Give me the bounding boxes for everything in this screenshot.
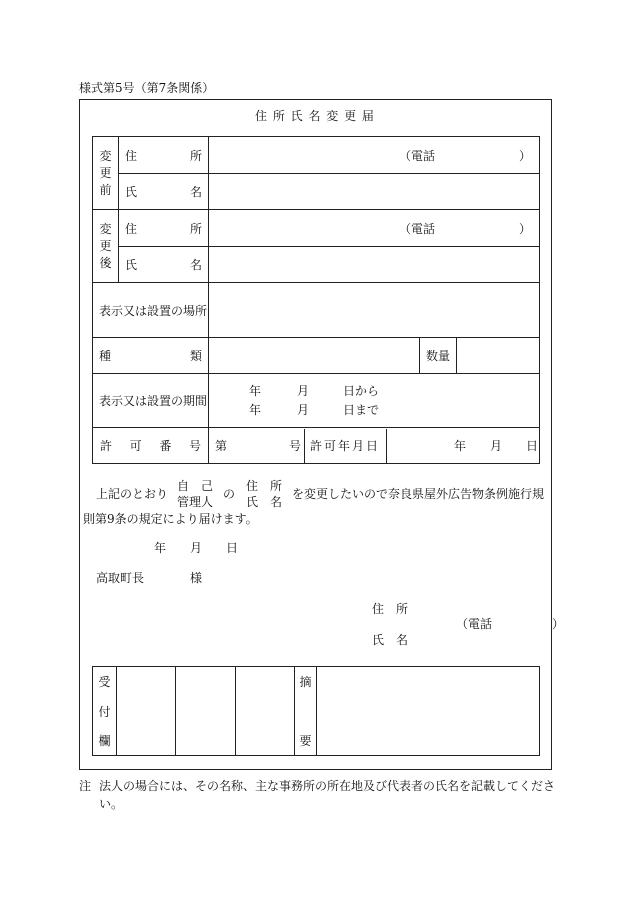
- reception-cell-1[interactable]: [117, 667, 176, 756]
- quantity-label: 数量: [420, 338, 457, 374]
- form-title: 住 所 氏 名 変 更 届: [255, 109, 375, 123]
- before-name-label: 氏 名: [119, 174, 209, 210]
- permit-number-label: 許 可 番 号: [93, 428, 209, 464]
- after-label: 変 更 後: [93, 210, 119, 283]
- permit-date-label: 許可年月日: [304, 429, 387, 463]
- before-label: 変 更 前: [93, 137, 119, 210]
- period-label: 表示又は設置の期間: [93, 374, 209, 428]
- reception-label: 受 付 欄: [93, 667, 117, 756]
- after-name-field[interactable]: [209, 247, 540, 283]
- before-address-field[interactable]: [209, 137, 540, 174]
- permit-row: [209, 428, 540, 464]
- form-table: [92, 136, 540, 464]
- form-number: 様式第5号（第7条関係）: [79, 81, 215, 95]
- summary-label: 摘 要: [295, 667, 317, 756]
- after-address-field[interactable]: [209, 210, 540, 247]
- kind-field[interactable]: [209, 338, 420, 374]
- quantity-field[interactable]: [457, 338, 540, 374]
- location-field[interactable]: [209, 283, 540, 338]
- summary-field[interactable]: [317, 667, 540, 756]
- permit-date-field[interactable]: 年 月 日: [454, 438, 539, 453]
- reception-cell-3[interactable]: [236, 667, 295, 756]
- location-label: 表示又は設置の場所: [93, 283, 209, 338]
- period-field[interactable]: 年 月 日から 年 月 日まで: [209, 374, 540, 428]
- before-name-field[interactable]: [209, 174, 540, 210]
- after-phone: （電話 ）: [399, 221, 532, 236]
- after-name-label: 氏 名: [119, 247, 209, 283]
- reception-cell-2[interactable]: [176, 667, 236, 756]
- permit-number-field[interactable]: 第 号: [209, 429, 305, 463]
- kind-label: 種 類: [93, 338, 209, 374]
- reception-table: [92, 666, 540, 756]
- before-phone: （電話 ）: [399, 148, 532, 163]
- before-address-label: 住 所: [119, 137, 209, 174]
- after-address-label: 住 所: [119, 210, 209, 247]
